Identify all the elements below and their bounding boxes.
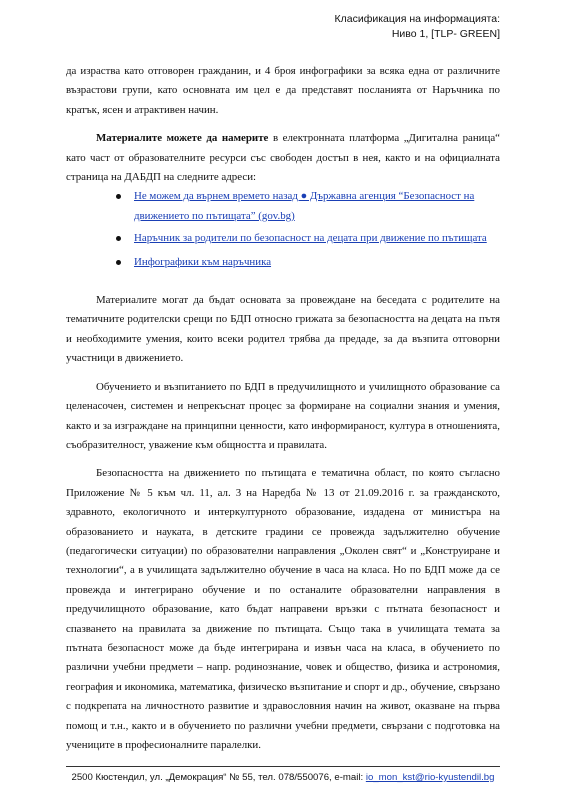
list-item [66,229,500,248]
paragraph-education-process: Обучението и възпитанието по БДП в предучилищното и училищното образование са целенасочен, системен и непрекъснат процес за формиране на социални знания и умения, както и за изграждане на принципни ценности, като информираност, култура в отношенията, съобразителност, уважение към общността и правилата. [66,380,500,451]
footer-divider [66,766,500,767]
link-time-campaign[interactable]: Не можем да върнем времето назад ● Държавна агенция “Безопасност на движението по пътищата” (gov.bg) [134,190,475,222]
paragraph-parent-meetings: Материалите могат да бъдат основата за провеждане на беседата с родителите на тематичните родителски срещи по БДП относно грижата за безопасността на децата на пътя и необходимите умения, които всеки родител трябва да предаде, за да възпита отговорни участници в движението. [66,294,500,365]
paragraph-materials-location [66,129,500,187]
bullet-icon [116,260,121,265]
resource-links-list [66,187,500,272]
bullet-icon [116,236,121,241]
list-item [66,187,500,226]
footer-contact [66,771,500,784]
paragraph-infographics: да израства като отговорен гражданин, и 4 броя инфографики за всяка една от различните възрастови групи, като основната им цел е да представят посланията от Наръчника по кратък, ясен и атрактивен начин. [66,65,500,116]
document-body [66,62,500,755]
link-infographics[interactable]: Инфографики към наръчника [134,255,272,268]
footer-address: 2500 Кюстендил, ул. „Демокрация“ № 55, тел. 078/550076, e-mail: [71,772,366,783]
bullet-icon [116,194,121,199]
materials-lead-rest: в електронната платформа „Дигитална раница“ като част от образователните ресурси със свободен достъп в нея, както и на официалната страница на ДАБДП на следните адреси: [66,132,500,184]
classification-label: Класификация на информацията: [334,13,500,25]
list-item [66,253,500,272]
link-parents-handbook[interactable]: Наръчник за родители по безопасност на децата при движение по пътищата [134,232,487,245]
materials-bold-lead: Материалите можете да намерите [96,132,269,145]
paragraph-road-safety-curriculum: Безопасността на движението по пътищата е тематична област, по която съгласно Приложение № 5 към чл. 11, ал. 3 на Наредба № 13 от 21.09.2016 г. за гражданското, здравното, екологичното и интеркултурното образование, издадена от министъра на образованието и науката, в детските градини се провежда задължително обучение (педагогически ситуации) по образователни направления „Околен свят“ и „Конструиране и технологии“, а в училищата задължително обучение в часа на класа. Но по БДП може да се провежда и интегрирано обучение и по останалите образователни направления в предучилищното образование, като бъдат направени връзки с пътната безопасност и спазването на правилата за движение по пътищата. Също така в училищата темата за пътната безопасност може да бъде интегрирана и извън часа на класа, в обучението по различни учебни предмети – напр. родинознание, човек и общество, физика и астрономия, география и икономика, математика, физическо възпитание и спорт и др., обучение, свързано с подкрепата на личностното развитие и здравословния начин на живот, оказване на първа помощ и т.н., както и в обучението по различни учебни предмети, свързани с подготовка на учениците в професионалните паралелки. [66,467,500,751]
classification-header [240,12,500,42]
footer-email-link[interactable]: io_mon_kst@rio-kyustendil.bg [365,772,495,783]
classification-level: Ниво 1, [TLP- GREEN] [391,28,500,40]
